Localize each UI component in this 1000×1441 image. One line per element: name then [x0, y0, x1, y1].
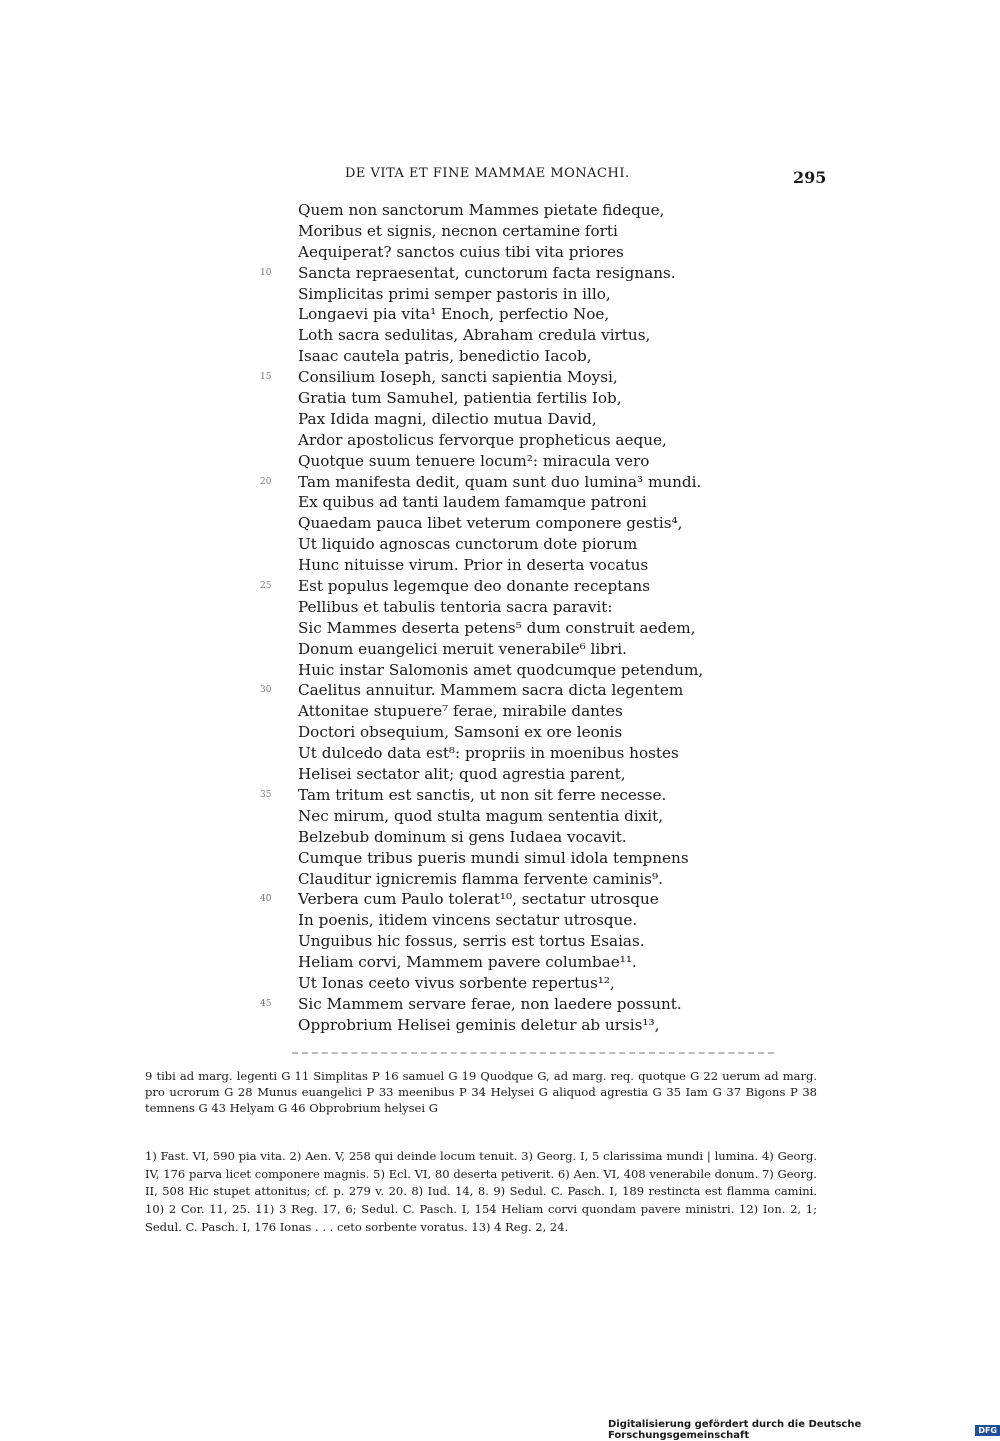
critical-apparatus: 9 tibi ad marg. legenti G 11 Simplitas P 16 samuel G 19 Quodque G, ad marg. req. quotque G 22 uerum ad marg. pro ucrorum G 28 Munus euangelici P 33 meenibus P 34 Helysei G aliquod agrestia G 35 Iam G 37 Bigons P 38 temnens G 43 Helyam G 46 Obprobrium helysei G [145, 1069, 817, 1115]
verse-text: Cumque tribus pueris mundi simul idola tempnens [298, 848, 689, 867]
verse-text: Huic instar Salomonis amet quodcumque petendum, [298, 660, 704, 679]
verse-text: Pellibus et tabulis tentoria sacra paravit: [298, 597, 613, 616]
verse-text: Opprobrium Helisei geminis deletur ab ursis¹³, [298, 1015, 660, 1034]
verse-text: Hunc nituisse virum. Prior in deserta vocatus [298, 556, 649, 575]
verse-text: Unguibus hic fossus, serris est tortus Esaias. [298, 932, 645, 951]
verse-line [298, 952, 758, 973]
verse-text: Tam manifesta dedit, quam sunt duo lumina³ mundi. [298, 472, 702, 491]
verse-line [298, 430, 758, 451]
verse-text: Isaac cautela patris, benedictio Iacob, [298, 347, 592, 366]
verse-text: Caelitus annuitur. Mammem sacra dicta legentem [298, 681, 684, 700]
verse-line [298, 409, 758, 430]
verse-text: Consilium Ioseph, sancti sapientia Moysi, [298, 368, 618, 387]
verse-line [298, 492, 758, 513]
verse-text: Longaevi pia vita¹ Enoch, perfectio Noe, [298, 305, 610, 324]
credit-text: Digitalisierung gefördert durch die Deutsche Forschungsgemeinschaft [608, 1419, 862, 1441]
digitization-credit [608, 1419, 1000, 1441]
page-number: 295 [793, 168, 827, 187]
verse-text: Moribus et signis, necnon certamine forti [298, 221, 618, 240]
verse-text: Heliam corvi, Mammem pavere columbae¹¹. [298, 953, 637, 972]
line-number: 30 [260, 685, 272, 696]
verse-text: Ut dulcedo data est⁸: propriis in moenibus hostes [298, 744, 679, 763]
verse-text: Nec mirum, quod stulta magum sententia dixit, [298, 806, 664, 825]
verse-line [298, 346, 758, 367]
verse-text: Belzebub dominum si gens Iudaea vocavit. [298, 827, 627, 846]
verse-text: Pax Idida magni, dilectio mutua David, [298, 409, 597, 428]
verse-text: Ardor apostolicus fervorque propheticus aeque, [298, 430, 667, 449]
verse-line [298, 451, 758, 472]
verse-line [298, 304, 758, 325]
line-number: 10 [260, 267, 272, 278]
running-head: DE VITA ET FINE MAMMAE MONACHI. [345, 166, 630, 181]
verse-line [298, 618, 758, 639]
verse-line [298, 869, 758, 890]
verse-text: Aequiperat? sanctos cuius tibi vita priores [298, 242, 624, 261]
verse-line [260, 263, 758, 284]
verse-line [260, 680, 758, 701]
verse-text: Quaedam pauca libet veterum componere gestis⁴, [298, 514, 683, 533]
verse-line [298, 743, 758, 764]
verse-text: Est populus legemque deo donante receptans [298, 577, 650, 596]
verse-line [298, 513, 758, 534]
line-number: 20 [260, 476, 272, 487]
verse-line [298, 848, 758, 869]
verse-text: Loth sacra sedulitas, Abraham credula virtus, [298, 326, 651, 345]
verse-line [298, 806, 758, 827]
verse-line [298, 325, 758, 346]
verse-line [298, 910, 758, 931]
verse-text: In poenis, itidem vincens sectatur utrosque. [298, 911, 638, 930]
separator-rule [292, 1052, 774, 1054]
verse-line [298, 660, 758, 681]
verse-line [260, 576, 758, 597]
verse-line [260, 889, 758, 910]
verse-line [260, 994, 758, 1015]
verse-line [260, 472, 758, 493]
verse-text: Sic Mammes deserta petens⁵ dum construit aedem, [298, 618, 696, 637]
verse-text: Ut liquido agnoscas cunctorum dote piorum [298, 535, 638, 554]
verse-text: Helisei sectator alit; quod agrestia parent, [298, 765, 626, 784]
verse-text: Ex quibus ad tanti laudem famamque patroni [298, 493, 647, 512]
verse-text: Attonitae stupuere⁷ ferae, mirabile dantes [298, 702, 623, 721]
verse-line [298, 597, 758, 618]
verse-line [298, 701, 758, 722]
verse-line [298, 1015, 758, 1036]
verse-text: Tam tritum est sanctis, ut non sit ferre necesse. [298, 785, 667, 804]
verse-line [298, 284, 758, 305]
verse-text: Gratia tum Samuhel, patientia fertilis Iob, [298, 389, 622, 408]
verse-text: Ut Ionas ceeto vivus sorbente repertus¹², [298, 973, 615, 992]
verse-line [298, 931, 758, 952]
verse-line [298, 722, 758, 743]
verse-text: Sancta repraesentat, cunctorum facta resignans. [298, 263, 676, 282]
verse-line [260, 367, 758, 388]
verse-line [298, 534, 758, 555]
line-number: 35 [260, 789, 272, 800]
verse-text: Donum euangelici meruit venerabile⁶ libri. [298, 639, 627, 658]
verse-line [298, 242, 758, 263]
poem-text [260, 200, 758, 1036]
line-number: 40 [260, 894, 272, 905]
source-notes: 1) Fast. VI, 590 pia vita. 2) Aen. V, 258 qui deinde locum tenuit. 3) Georg. I, 5 clarissima mundi | lumina. 4) Georg. IV, 176 parva licet componere magnis. 5) Ecl. VI, 80 deserta petiverit. 6) Aen. VI, 408 venerabile donum. 7) Georg. II, 508 Hic stupet attonitus; cf. p. 279 v. 20. 8) Iud. 14, 8. 9) Sedul. C. Pasch. I, 189 restincta est flamma camini. 10) 2 Cor. 11, 25. 11) 3 Reg. 17, 6; Sedul. C. Pasch. I, 154 Heliam corvi quondam pavere ministri. 12) Ion. 2, 1; Sedul. C. Pasch. I, 176 Ionas . . . ceto sorbente voratus. 13) 4 Reg. 2, 24. [145, 1149, 817, 1234]
verse-line [298, 555, 758, 576]
verse-line [298, 639, 758, 660]
verse-line [298, 973, 758, 994]
verse-text: Quotque suum tenuere locum²: miracula vero [298, 451, 650, 470]
verse-line [298, 827, 758, 848]
verse-text: Doctori obsequium, Samsoni ex ore leonis [298, 723, 623, 742]
line-number: 45 [260, 998, 272, 1009]
verse-line [298, 764, 758, 785]
verse-text: Quem non sanctorum Mammes pietate fideque, [298, 201, 665, 219]
line-number: 25 [260, 581, 272, 592]
line-number: 15 [260, 372, 272, 383]
verse-text: Simplicitas primi semper pastoris in illo, [298, 284, 611, 303]
verse-line [298, 200, 758, 221]
verse-text: Sic Mammem servare ferae, non laedere possunt. [298, 994, 682, 1013]
verse-text: Clauditur ignicremis flamma fervente caminis⁹. [298, 869, 663, 888]
verse-line [298, 221, 758, 242]
dfg-logo: DFG [975, 1425, 1000, 1436]
verse-line [298, 388, 758, 409]
verse-line [260, 785, 758, 806]
verse-text: Verbera cum Paulo tolerat¹⁰, sectatur utrosque [298, 890, 659, 909]
